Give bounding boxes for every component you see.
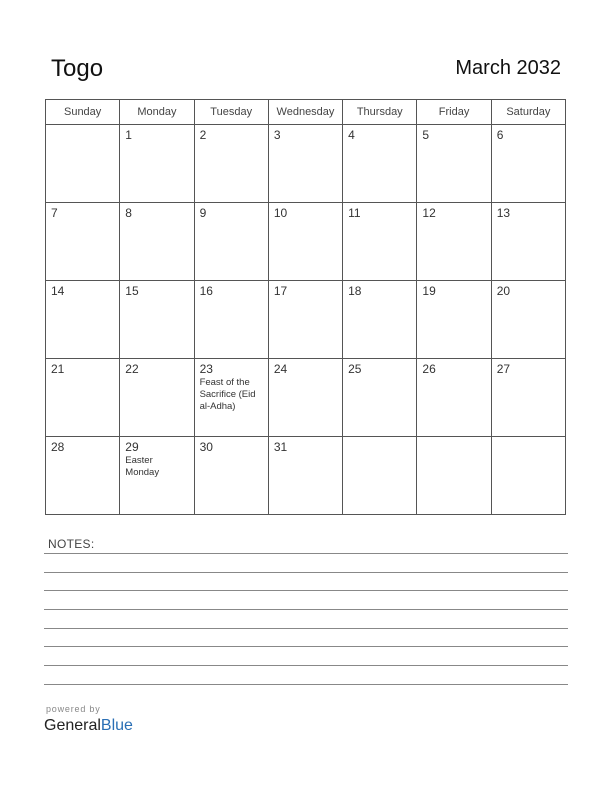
day-cell <box>417 359 491 437</box>
day-cell <box>120 203 194 281</box>
day-number: 15 <box>125 284 139 298</box>
day-number: 5 <box>422 128 430 142</box>
note-line <box>44 684 568 685</box>
day-number: 14 <box>51 284 65 298</box>
week-row <box>46 359 566 437</box>
week-row <box>46 203 566 281</box>
day-cell <box>491 359 565 437</box>
day-number: 23 <box>199 362 213 376</box>
country-title: Togo <box>51 55 104 82</box>
note-line <box>44 665 568 666</box>
day-cell <box>491 281 565 359</box>
day-cell <box>343 281 417 359</box>
calendar-grid <box>45 99 566 515</box>
weekday-header: Friday <box>417 100 491 125</box>
week-row <box>46 281 566 359</box>
weekday-header: Wednesday <box>268 100 342 125</box>
day-number: 18 <box>348 284 362 298</box>
day-number: 6 <box>496 128 504 142</box>
note-line <box>44 628 568 629</box>
weekday-header: Monday <box>120 100 194 125</box>
holiday-label: Easter Monday <box>125 455 160 478</box>
day-cell <box>268 203 342 281</box>
weekday-header: Saturday <box>491 100 565 125</box>
day-number: 3 <box>273 128 281 142</box>
day-cell <box>491 437 565 515</box>
brand-general: General <box>44 717 101 734</box>
weekday-header: Sunday <box>46 100 120 125</box>
day-number: 12 <box>422 206 436 220</box>
day-cell <box>194 203 268 281</box>
week-row <box>46 437 566 515</box>
day-cell <box>491 203 565 281</box>
day-number: 10 <box>273 206 288 220</box>
day-cell <box>343 359 417 437</box>
day-cell <box>417 125 491 203</box>
day-cell <box>46 437 120 515</box>
day-number: 2 <box>199 128 207 142</box>
brand-blue: Blue <box>100 717 133 734</box>
note-line <box>44 572 568 573</box>
weekday-header: Tuesday <box>194 100 268 125</box>
note-line <box>44 609 568 610</box>
brand-logo <box>44 717 133 735</box>
day-number: 25 <box>348 362 362 376</box>
day-number: 19 <box>422 284 436 298</box>
day-number: 8 <box>125 206 132 220</box>
day-number: 1 <box>125 128 132 142</box>
day-cell <box>417 281 491 359</box>
day-number: 9 <box>199 206 207 220</box>
weekday-header-row <box>46 100 566 125</box>
day-cell <box>268 125 342 203</box>
notes-label: NOTES: <box>48 537 95 551</box>
day-cell <box>343 125 417 203</box>
day-cell <box>268 281 342 359</box>
holiday-label: Feast of the Sacrifice (Eid al-Adha) <box>199 377 256 412</box>
day-number: 27 <box>496 362 511 376</box>
day-number: 17 <box>273 284 288 298</box>
note-line <box>44 553 568 554</box>
day-cell <box>268 359 342 437</box>
day-cell <box>120 437 194 515</box>
day-number: 20 <box>496 284 511 298</box>
day-cell <box>194 281 268 359</box>
day-cell <box>268 437 342 515</box>
day-number: 13 <box>496 206 511 220</box>
day-cell <box>120 359 194 437</box>
day-number: 29 <box>125 440 139 454</box>
day-number: 4 <box>348 128 355 142</box>
day-number: 30 <box>199 440 213 454</box>
day-cell <box>46 125 120 203</box>
month-year-title: March 2032 <box>455 57 561 79</box>
day-cell <box>46 203 120 281</box>
day-cell <box>491 125 565 203</box>
day-number: 16 <box>199 284 213 298</box>
day-cell <box>417 203 491 281</box>
day-cell <box>46 359 120 437</box>
note-line <box>44 646 568 647</box>
day-cell <box>343 203 417 281</box>
day-number: 26 <box>422 362 436 376</box>
day-number: 28 <box>51 440 65 454</box>
day-number: 24 <box>273 362 288 376</box>
note-line <box>44 590 568 591</box>
day-cell <box>343 437 417 515</box>
day-cell <box>417 437 491 515</box>
day-cell <box>194 125 268 203</box>
day-number: 11 <box>348 206 361 220</box>
weekday-header: Thursday <box>343 100 417 125</box>
day-cell <box>194 359 268 437</box>
day-number: 21 <box>51 362 65 376</box>
week-row <box>46 125 566 203</box>
day-cell <box>46 281 120 359</box>
day-number: 31 <box>273 440 288 454</box>
day-number: 22 <box>125 362 139 376</box>
day-cell <box>120 125 194 203</box>
day-cell <box>120 281 194 359</box>
day-number: 7 <box>51 206 58 220</box>
day-cell <box>194 437 268 515</box>
powered-by-text: powered by <box>46 704 101 714</box>
